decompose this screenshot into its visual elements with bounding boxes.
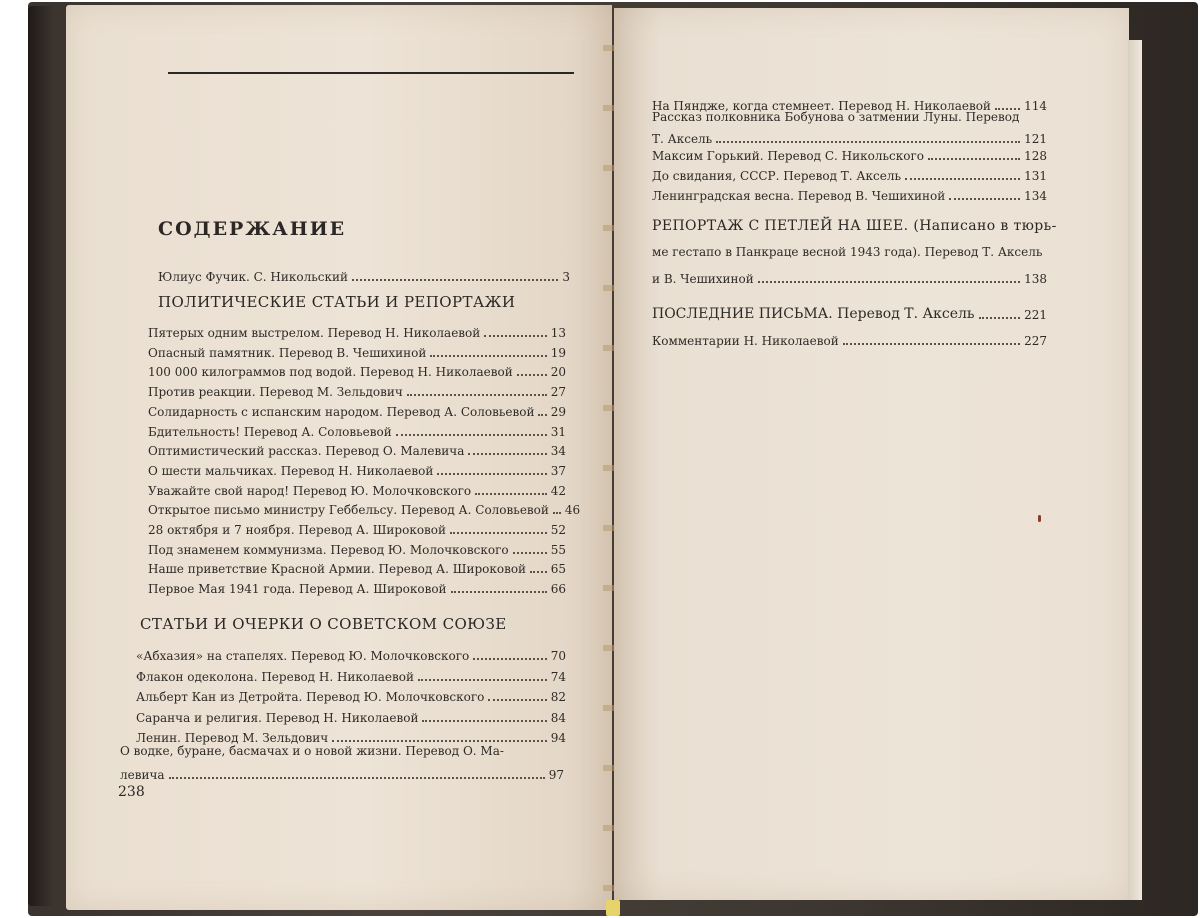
entry-title: До свидания, СССР. Перевод Т. Аксель xyxy=(652,169,901,183)
entry-title: и В. Чешихиной xyxy=(652,272,754,286)
entry-title: Флакон одеколона. Перевод Н. Николаевой xyxy=(136,669,415,684)
top-rule xyxy=(168,72,574,74)
entry-page: 131 xyxy=(1024,169,1047,183)
entry-page: 66 xyxy=(550,582,566,597)
entry-title: Наше приветствие Красной Армии. Перевод А. Широковой xyxy=(148,562,527,577)
entry-title: Первое Мая 1941 года. Перевод А. Широковой xyxy=(148,582,447,597)
page-number: 238 xyxy=(118,784,145,800)
entry-page: 74 xyxy=(550,669,566,684)
toc-entry xyxy=(148,361,566,379)
entry-page: 70 xyxy=(550,649,566,663)
entry-page: 65 xyxy=(550,562,566,577)
section-reportage-line1: РЕПОРТАЖ С ПЕТЛЕЙ НА ШЕЕ. (Написано в тюрь- xyxy=(652,218,1057,234)
toc-entry xyxy=(148,558,566,576)
section-soviet: СТАТЬИ И ОЧЕРКИ О СОВЕТСКОМ СОЮЗЕ xyxy=(140,615,507,633)
toc-entry xyxy=(652,145,1047,163)
entry-page: 114 xyxy=(1024,99,1047,113)
entry-title: «Абхазия» на стапелях. Перевод Ю. Молочковского xyxy=(136,649,470,663)
toc-entry xyxy=(148,381,566,399)
entry-page: 42 xyxy=(550,483,566,498)
toc-entry xyxy=(136,686,566,704)
entry-title: 100 000 килограммов под водой. Перевод Н. Николаевой xyxy=(148,365,513,380)
entry-title: Под знаменем коммунизма. Перевод Ю. Молочковского xyxy=(148,542,509,557)
entry-title: Против реакции. Перевод М. Зельдович xyxy=(148,385,403,400)
toc-entry xyxy=(652,165,1047,183)
toc-entry xyxy=(148,440,566,458)
entry-page: 227 xyxy=(1024,334,1047,348)
entry-title: Опасный памятник. Перевод В. Чешихиной xyxy=(148,345,427,360)
entry-title: ПОСЛЕДНИЕ ПИСЬМА. Перевод Т. Аксель xyxy=(652,306,975,322)
entry-title: 28 октября и 7 ноября. Перевод А. Широковой xyxy=(148,523,447,537)
section-reportage-line3 xyxy=(652,268,1047,286)
page-edges xyxy=(1128,40,1142,900)
entry-title: Т. Аксель xyxy=(652,132,713,146)
entry-title: Альберт Кан из Детройта. Перевод Ю. Молочковского xyxy=(136,690,485,704)
entry-page: 27 xyxy=(550,385,566,400)
entry-page: 37 xyxy=(550,463,566,478)
ink-mark xyxy=(1038,515,1041,522)
entry-title: Ленинградская весна. Перевод В. Чешихиной xyxy=(652,189,946,203)
toc-entry xyxy=(136,727,566,745)
toc-entry xyxy=(148,460,566,478)
entry-page: 138 xyxy=(1024,272,1047,286)
entry-page: 97 xyxy=(548,768,564,782)
entry-page: 128 xyxy=(1024,149,1047,163)
toc-entry-vodka-line2 xyxy=(120,764,564,782)
entry-page: 20 xyxy=(550,365,566,380)
section-last-letters xyxy=(652,302,1047,322)
toc-entry xyxy=(136,707,566,725)
toc-entry-bobunov-line2 xyxy=(652,128,1047,146)
entry-page: 84 xyxy=(550,710,566,725)
toc-entry xyxy=(148,539,566,557)
toc-title: СОДЕРЖАНИЕ xyxy=(158,218,347,240)
toc-entry xyxy=(148,342,566,360)
toc-entry xyxy=(148,499,581,518)
entry-title: Комментарии Н. Николаевой xyxy=(652,334,839,348)
entry-title: Саранча и религия. Перевод Н. Николаевой xyxy=(136,710,419,725)
toc-entry-bobunov-line1: Рассказ полковника Бобунова о затмении Луны. Перевод xyxy=(652,110,1020,124)
toc-entry xyxy=(652,185,1047,203)
entry-title: Открытое письмо министру Геббельсу. Перевод А. Соловьевой xyxy=(148,503,549,518)
toc-entry xyxy=(148,480,566,498)
entry-title: На Пяндже, когда стемнеет. Перевод Н. Николаевой xyxy=(652,99,991,113)
entry-page: 13 xyxy=(550,326,566,340)
entry-title: Оптимистический рассказ. Перевод О. Малевича xyxy=(148,444,465,459)
entry-page: 19 xyxy=(550,345,566,360)
entry-title: Пятерых одним выстрелом. Перевод Н. Николаевой xyxy=(148,326,481,340)
entry-page: 52 xyxy=(550,523,566,537)
cover-edge xyxy=(28,6,52,906)
entry-page: 221 xyxy=(1024,308,1047,322)
bookmark-thread xyxy=(606,900,620,916)
entry-page: 31 xyxy=(550,424,566,439)
entry-page: 55 xyxy=(550,542,566,557)
entry-page: 134 xyxy=(1024,189,1047,203)
toc-entry-vodka-line1: О водке, буране, басмачах и о новой жизни. Перевод О. Ма- xyxy=(120,744,504,758)
entry-page: 121 xyxy=(1024,132,1047,146)
entry-title: Юлиус Фучик. С. Никольский xyxy=(158,270,348,284)
entry-title: Солидарность с испанским народом. Перевод А. Соловьевой xyxy=(148,404,535,419)
toc-entry xyxy=(148,401,566,419)
entry-title: левича xyxy=(120,768,165,782)
entry-title: Максим Горький. Перевод С. Никольского xyxy=(652,149,924,163)
entry-title: Ленин. Перевод М. Зельдович xyxy=(136,731,329,745)
entry-page: 3 xyxy=(562,270,570,284)
entry-page: 94 xyxy=(550,731,566,745)
toc-entry xyxy=(148,421,566,439)
entry-title: О шести мальчиках. Перевод Н. Николаевой xyxy=(148,463,434,478)
entry-page: 34 xyxy=(550,444,566,459)
entry-page: 46 xyxy=(564,503,581,518)
toc-entry xyxy=(136,666,566,684)
toc-entry xyxy=(148,578,566,596)
section-political: ПОЛИТИЧЕСКИЕ СТАТЬИ И РЕПОРТАЖИ xyxy=(158,293,516,311)
toc-entry xyxy=(136,645,566,663)
toc-entry-intro xyxy=(158,266,570,284)
section-reportage-line2: ме гестапо в Панкраце весной 1943 года). Перевод Т. Аксель xyxy=(652,245,1043,259)
entry-page: 29 xyxy=(550,404,566,419)
section-comments xyxy=(652,330,1047,348)
entry-page: 82 xyxy=(550,690,566,704)
toc-entry xyxy=(148,519,566,537)
entry-title: Уважайте свой народ! Перевод Ю. Молочковского xyxy=(148,483,472,498)
entry-title: Бдительность! Перевод А. Соловьевой xyxy=(148,424,392,439)
toc-entry xyxy=(148,322,566,340)
